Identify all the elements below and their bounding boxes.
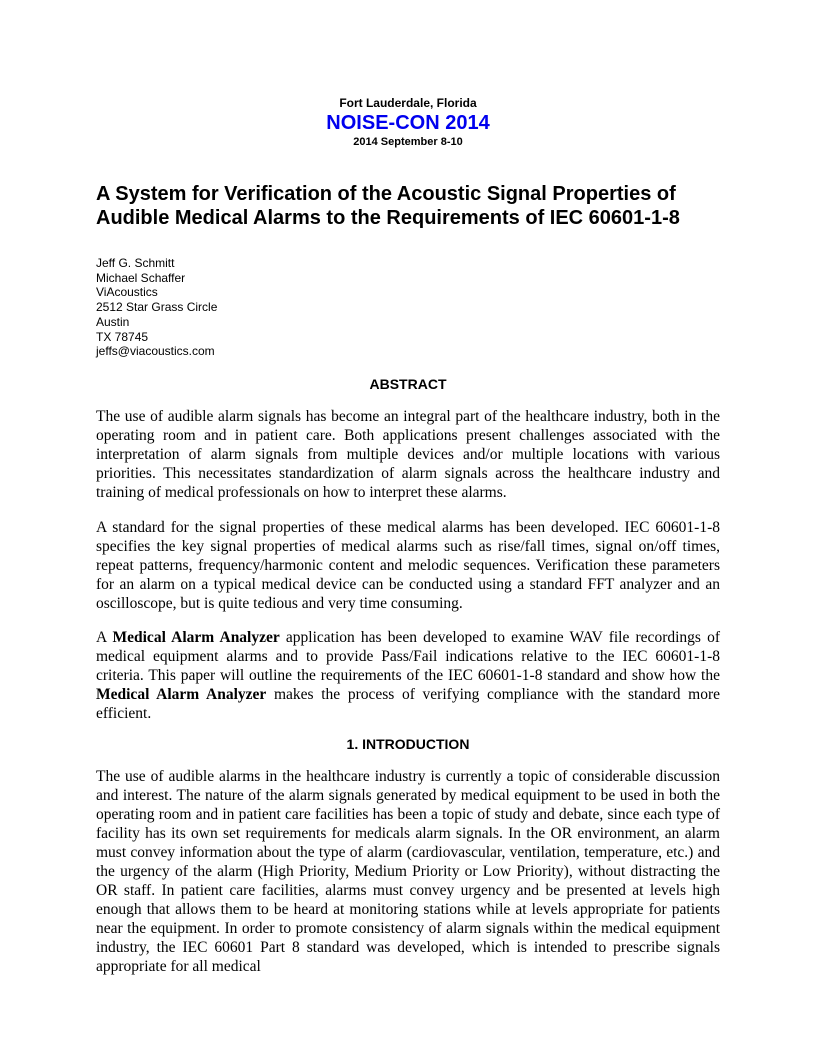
author-address-city: Austin [96,314,130,329]
abstract-p3-text-2: application has been developed to examine WAV file recordings of medical equipment alarms and to provide Pass/Fail indications relative to the IEC 60601-1-8 criteria. This paper will outline the requirements of the IEC 60601-1-8 standard and show how the [96,629,720,684]
abstract-paragraph-2: A standard for the signal properties of these medical alarms has been developed. IEC 60601-1-8 specifies the key signal properties of medical alarms such as rise/fall times, signal on/off times, repeat patterns, frequency/harmonic content and melodic sequences. Verification these parameters for an alarm on a typical medical device can be conducted using a standard FFT analyzer and an oscilloscope, but is quite tedious and very time consuming. [96,519,720,612]
conference-header [96,96,720,149]
author-block [96,256,217,359]
author-email: jeffs@viacoustics.com [96,344,215,359]
abstract-p3-text-1: A [96,629,113,646]
paper-title-line1: A System for Verification of the Acoustic Signal Properties of [96,183,676,205]
conference-location: Fort Lauderdale, Florida [339,96,477,110]
paper-title [96,182,736,230]
author-affiliation: ViAcoustics [96,285,158,300]
abstract-heading: ABSTRACT [369,376,447,392]
conference-dates: 2014 September 8-10 [353,136,463,148]
author-name: Jeff G. Schmitt [96,256,175,270]
abstract-paragraph-3 [96,628,720,723]
introduction-paragraph-1: The use of audible alarms in the healthcare industry is currently a topic of considerable discussion and interest. The nature of the alarm signals generated by medical equipment to be used in both the operating room and in patient care facilities has been a topic of study and debate, since each type of facility has its own set requirements for medicals alarm signals. In the OR environment, an alarm must convey information about the type of alarm (cardiovascular, ventilation, temperature, etc.) and the urgency of the alarm (High Priority, Medium Priority or Low Priority), without distracting the OR staff. In patient care facilities, alarms must convey urgency and be presented at levels high enough that allows them to be heard at monitoring stations while at levels appropriate for patients near the equipment. In order to promote consistency of alarm signals within the medical equipment industry, the IEC 60601 Part 8 standard was developed, which is intended to prescribe signals appropriate for all medical [96,768,720,975]
tool-name-bold: Medical Alarm Analyzer [96,686,267,703]
conference-name: NOISE-CON 2014 [326,112,490,134]
author-name: Michael Schaffer [96,270,186,285]
abstract-paragraph-1: The use of audible alarm signals has become an integral part of the healthcare industry, both in the operating room and in patient care. Both applications present challenges associated with the interpretation of alarm signals from multiple devices and/or multiple locations with various priorities. This necessitates standardization of alarm signals across the healthcare industry and training of medical professionals on how to interpret these alarms. [96,408,720,501]
tool-name-bold: Medical Alarm Analyzer [112,629,280,646]
author-address-state: TX 78745 [96,329,149,344]
abstract-p3-text-3: makes the process of verifying compliance with the standard more efficient. [96,686,720,722]
paper-title-line2: Audible Medical Alarms to the Requirements of IEC 60601-1-8 [96,207,680,229]
author-address-street: 2512 Star Grass Circle [96,300,218,315]
introduction-heading: 1. INTRODUCTION [346,736,470,752]
